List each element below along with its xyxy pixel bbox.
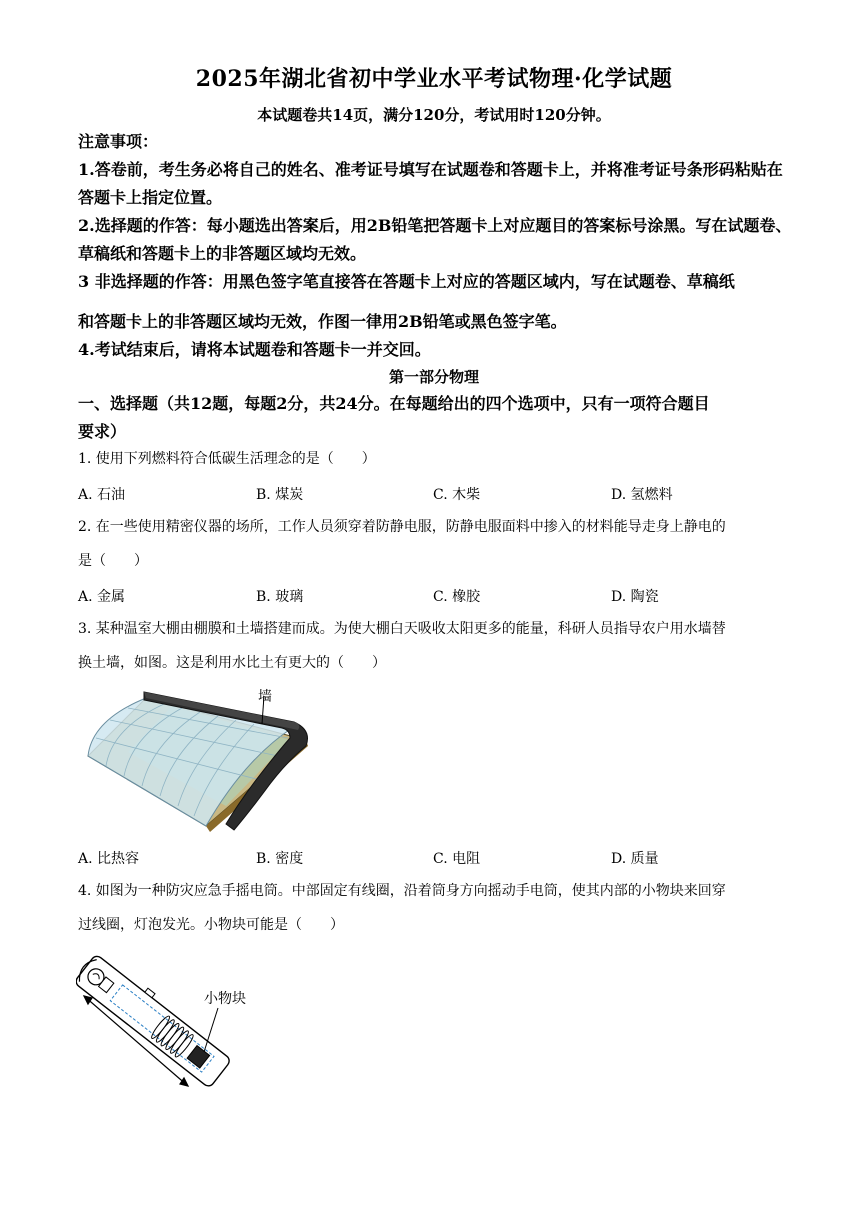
flashlight-figure xyxy=(76,948,246,1094)
option-d: D. 质量 xyxy=(611,851,659,867)
figure-label-wall: 墙 xyxy=(258,689,272,705)
question-4-stem xyxy=(78,874,798,942)
question-line: 过线圈，灯泡发光。小物块可能是（ ） xyxy=(78,917,344,933)
exam-title: 2025年湖北省初中学业水平考试物理·化学试题 xyxy=(195,66,673,92)
question-line: 4. 如图为一种防灾应急手摇电筒。中部固定有线圈，沿着筒身方向摇动手电筒，使其内部的小物块来回穿 xyxy=(78,883,726,899)
question-2-stem xyxy=(78,510,798,578)
question-line: 3. 某种温室大棚由棚膜和土墙搭建而成。为使大棚白天吸收太阳更多的能量，科研人员指导农户用水墙替 xyxy=(78,621,726,637)
notes-block-cont xyxy=(78,308,798,364)
option-b: B. 玻璃 xyxy=(256,589,304,605)
option-a: A. 石油 xyxy=(78,487,126,503)
option-b: B. 密度 xyxy=(256,851,304,867)
section-heading-line: 要求） xyxy=(78,422,127,441)
option-b: B. 煤炭 xyxy=(256,487,304,503)
exam-subtitle: 本试题卷共14页，满分120分，考试用时120分钟。 xyxy=(257,106,611,124)
option-a: A. 金属 xyxy=(78,589,126,605)
question-line: 1. 使用下列燃料符合低碳生活理念的是（ ） xyxy=(78,451,376,467)
note-item: 1.答卷前，考生务必将自己的姓名、准考证号填写在试题卷和答题卡上，并将准考证号条形码粘贴在答题卡上指定位置。 xyxy=(78,160,783,207)
figure-label-small-block: 小物块 xyxy=(204,991,246,1007)
note-item: 4.考试结束后，请将本试题卷和答题卡一并交回。 xyxy=(78,340,431,359)
option-c: C. 电阻 xyxy=(433,851,481,867)
note-item: 3 非选择题的作答：用黑色签字笔直接答在答题卡上对应的答题区域内，写在试题卷、草稿纸 xyxy=(78,272,735,291)
note-item: 2.选择题的作答：每小题选出答案后，用2B铅笔把答题卡上对应题目的答案标号涂黑。写在试题卷、草稿纸和答题卡上的非答题区域均无效。 xyxy=(78,216,792,263)
question-1-stem xyxy=(78,442,798,476)
section-heading-line: 一、选择题（共12题，每题2分，共24分。在每题给出的四个选项中，只有一项符合题目 xyxy=(78,394,710,413)
option-d: D. 氢燃料 xyxy=(611,487,673,503)
option-c: C. 木柴 xyxy=(433,487,481,503)
notes-block xyxy=(78,128,798,296)
note-item: 和答题卡上的非答题区域均无效，作图一律用2B铅笔或黑色签字笔。 xyxy=(78,312,567,331)
option-a: A. 比热容 xyxy=(78,851,140,867)
notes-heading: 注意事项： xyxy=(78,132,159,151)
question-line: 是（ ） xyxy=(78,553,148,569)
part-title: 第一部分物理 xyxy=(388,368,479,386)
greenhouse-figure xyxy=(84,680,324,832)
option-c: C. 橡胶 xyxy=(433,589,481,605)
question-line: 换土墙，如图。这是利用水比土有更大的（ ） xyxy=(78,655,386,671)
section-heading xyxy=(78,390,798,446)
question-line: 2. 在一些使用精密仪器的场所，工作人员须穿着防静电服，防静电服面料中掺入的材料能导走身上静电的 xyxy=(78,519,726,535)
option-d: D. 陶瓷 xyxy=(611,589,659,605)
question-3-stem xyxy=(78,612,798,680)
